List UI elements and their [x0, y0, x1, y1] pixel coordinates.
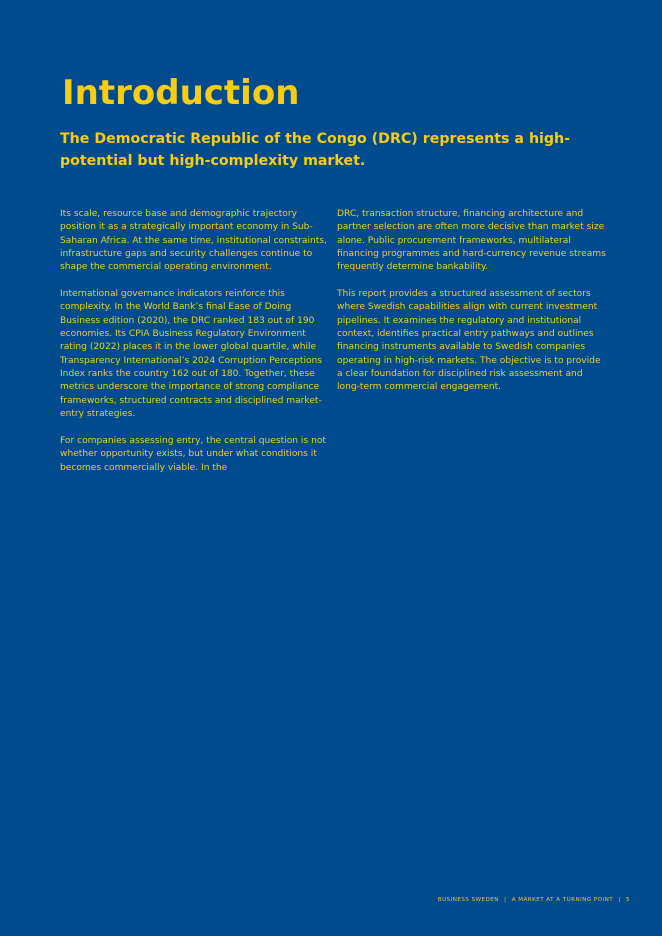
lead-paragraph: The Democratic Republic of the Congo (DRC) represents a high-potential but high-complexity market. — [60, 131, 571, 169]
body-paragraph: For companies assessing entry, the central question is not whether opportunity exists, but under what conditions it becomes commercially viable. In the — [60, 435, 326, 473]
footer-report-title: A MARKET AT A TURNING POINT — [511, 897, 614, 903]
body-paragraph: International governance indicators reinforce this complexity. In the World Bank’s final Ease of Doing Business edition (2020), the DRC ranked 183 out of 190 economies. Its CPIA Business Regulatory Environment rating (2022) places it in the lower global quartile, while Transparency International’s 2024 Corruption Perceptions Index ranks the country 162 out of 180. Together, these metrics underscore the importance of strong compliance frameworks, structured contracts and disciplined market-entry strategies. — [60, 289, 323, 420]
footer-separator: | — [504, 897, 507, 903]
page-title: Introduction — [62, 73, 300, 113]
body-paragraph: This report provides a structured assessment of sectors where Swedish capabilities align with current investment pipelines. It examines the regulatory and institutional context, identifies practical entry pathways and outlines financing instruments available to Swedish companies operating in high-risk markets. The objective is to provide a clear foundation for disciplined risk assessment and long-term commercial engagement. — [337, 289, 601, 393]
right-column — [337, 208, 607, 408]
body-paragraph: DRC, transaction structure, financing architecture and partner selection are often more decisive than market size alone. Public procurement frameworks, multilateral financing programmes and hard-currency revenue streams frequently determine bankability. — [337, 209, 606, 273]
page-footer — [438, 897, 630, 903]
page-number: 5 — [625, 897, 630, 903]
left-column — [60, 208, 330, 488]
footer-publisher: BUSINESS SWEDEN — [437, 897, 499, 903]
footer-separator: | — [618, 897, 621, 903]
body-paragraph: Its scale, resource base and demographic trajectory position it as a strategically important economy in Sub-Saharan Africa. At the same time, institutional constraints, infrastructure gaps and security challenges continue to shape the commercial operating environment. — [60, 209, 327, 273]
